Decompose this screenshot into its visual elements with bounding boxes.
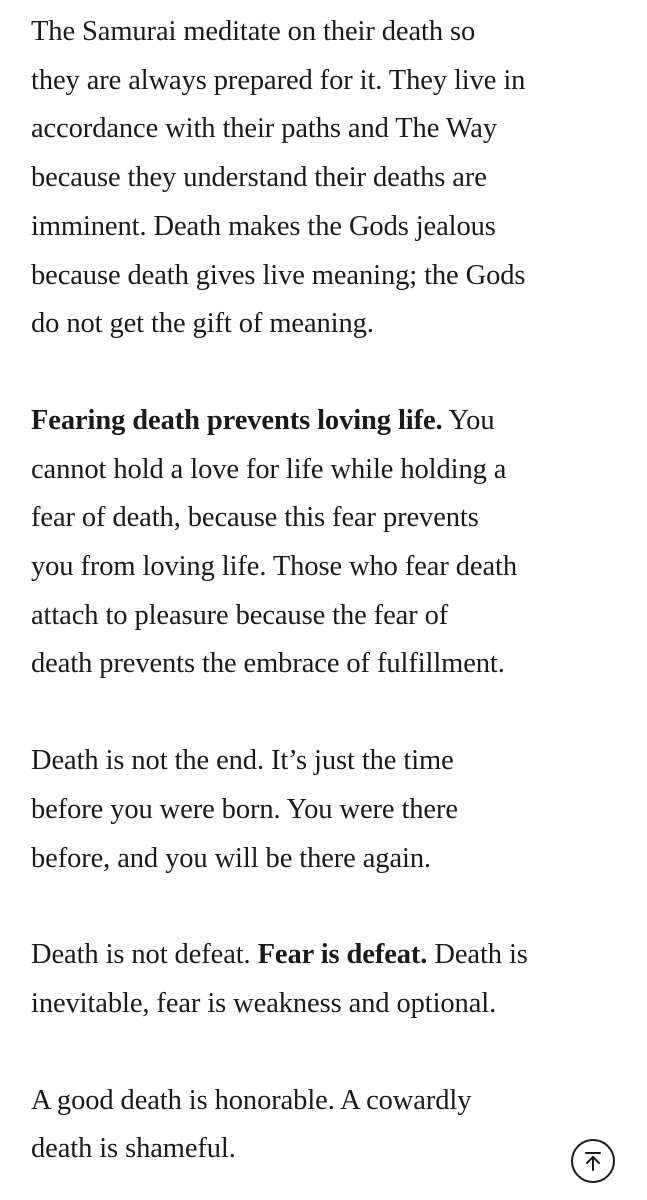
text-line: imminent. Death makes the Gods jealous (31, 210, 496, 242)
text-line: death prevents the embrace of fulfillment. (31, 648, 505, 680)
text-fragment: Death is (427, 939, 528, 971)
text-line: because they understand their deaths are (31, 162, 487, 194)
article-body (31, 8, 631, 1174)
text-line: before, and you will be there again. (31, 842, 431, 874)
text-line: fear of death, because this fear prevents (31, 502, 479, 534)
text-line: inevitable, fear is weakness and optional. (31, 987, 497, 1019)
paragraph-fearing-death (31, 397, 631, 689)
text-fragment: Death is not defeat. (31, 939, 258, 971)
text-line: A good death is honorable. A cowardly (31, 1084, 472, 1116)
bold-phrase: Fear is defeat. (257, 939, 428, 971)
text-line: The Samurai meditate on their death so (31, 16, 476, 47)
text-line: because death gives live meaning; the Gods (31, 259, 526, 291)
text-line: they are always prepared for it. They live in (31, 64, 526, 96)
text-line: attach to pleasure because the fear of (31, 599, 449, 631)
paragraph-samurai (31, 8, 631, 349)
text-line: you from loving life. Those who fear death (31, 551, 517, 583)
text-line (31, 931, 631, 980)
paragraph-not-defeat (31, 931, 631, 1028)
scroll-to-top-button[interactable] (571, 1139, 615, 1183)
text-line: do not get the gift of meaning. (31, 308, 374, 340)
text-line: before you were born. You were there (31, 793, 458, 825)
arrow-up-to-top-icon (581, 1149, 605, 1173)
text-line: cannot hold a love for life while holding a (31, 453, 507, 485)
paragraph-not-the-end (31, 737, 631, 883)
text-line (31, 397, 631, 446)
bold-phrase: Fearing death prevents loving life. (31, 404, 443, 436)
paragraph-good-death (31, 1077, 631, 1174)
text-line: death is shameful. (31, 1133, 236, 1165)
text-line: accordance with their paths and The Way (31, 113, 497, 145)
text-fragment: You (442, 404, 495, 436)
text-line: Death is not the end. It’s just the time (31, 745, 454, 777)
